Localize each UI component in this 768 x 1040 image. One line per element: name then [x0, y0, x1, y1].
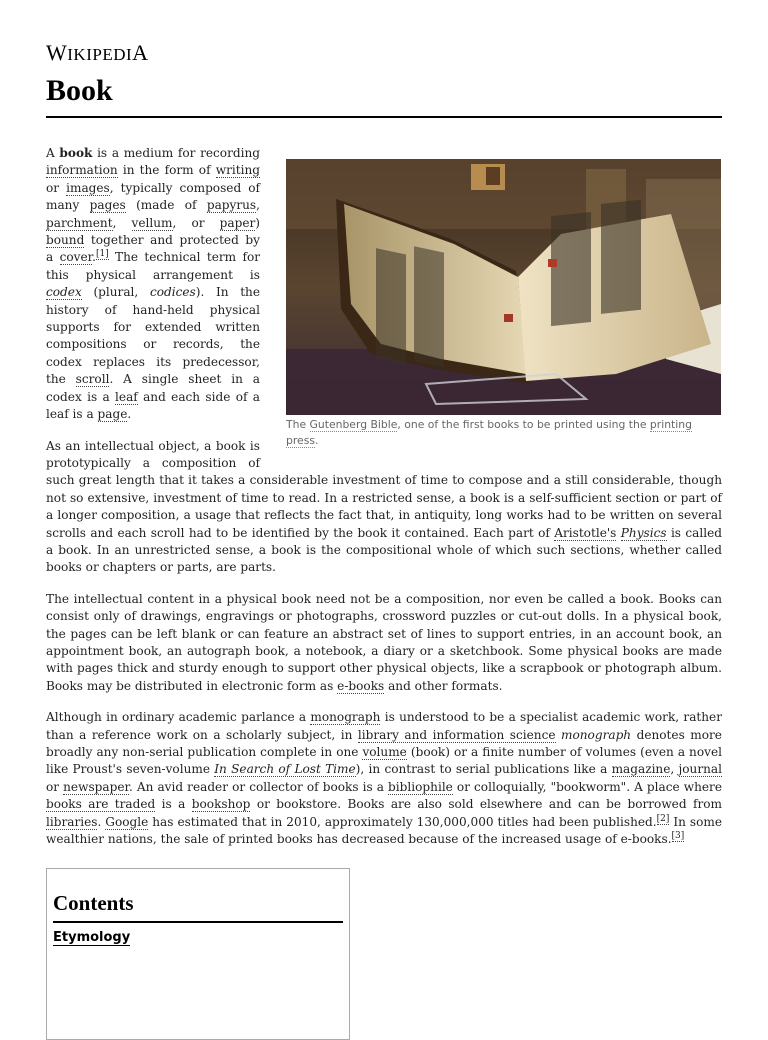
link-parchment[interactable]: parchment — [46, 215, 113, 230]
page-title: Book — [46, 74, 113, 107]
term-codices: codices — [149, 285, 196, 300]
link-printing-press[interactable]: printing press — [286, 418, 692, 447]
link-paper[interactable]: paper — [219, 215, 256, 230]
link-writing[interactable]: writing — [215, 163, 260, 178]
link-magazine[interactable]: magazine — [611, 762, 671, 777]
table-of-contents — [46, 868, 350, 1040]
article-body — [46, 145, 722, 862]
paragraph-intellectual-content: The intellectual content in a physical book need not be a composition, nor even be called a book. Books can consist only of drawings, engravings or photographs, crossword puzzles or cut-out dolls. In a physical book, the pages can be left blank or can feature an abstract set of lines to support entries, in an account book, an appointment book, an autograph book, a notebook, a diary or a sketchbook. Some physical books are made with pages thick and sturdy enough to support other physical objects, like a scrapbook or photograph album. Books may be distributed in electronic form as e-books and other formats. — [46, 591, 722, 693]
link-books-are-traded[interactable]: books are traded — [46, 797, 156, 812]
link-page[interactable]: page — [97, 407, 128, 422]
link-journal[interactable]: journal — [678, 762, 722, 777]
link-bound[interactable]: bound — [46, 233, 85, 248]
link-leaf[interactable]: leaf — [115, 389, 138, 404]
toc-title: Contents — [53, 891, 134, 915]
term-book: book — [59, 146, 93, 160]
title-divider — [46, 116, 722, 118]
link-cover[interactable]: cover — [59, 250, 93, 265]
link-codex[interactable]: codex — [46, 285, 82, 300]
link-monograph[interactable]: monograph — [310, 710, 381, 725]
link-library-information-science[interactable]: library and information science — [357, 727, 556, 742]
link-libraries[interactable]: libraries — [46, 814, 98, 829]
link-scroll[interactable]: scroll — [75, 372, 110, 387]
paragraph-monograph: Although in ordinary academic parlance a monograph is understood to be a specialist academic work, rather than a reference work on a scholarly subject, in library and information science monograph denotes more broadly any non-serial publication complete in one volume (book) or a finite number of volumes (even a novel like Proust's seven-volume In Search of Lost Time), in contrast to serial publications like a magazine, journal or newspaper. An avid reader or collector of books is a bibliophile or colloquially, "bookworm". A place where books are traded is a bookshop or bookstore. Books are also sold elsewhere and can be borrowed from libraries. Google has estimated that in 2010, approximately 130,000,000 titles had been published.[2] In some wealthier nations, the sale of printed books has decreased because of the increased usage of e-books.[3] — [46, 710, 722, 847]
link-bibliophile[interactable]: bibliophile — [388, 779, 453, 794]
link-e-books[interactable]: e-books — [337, 678, 385, 693]
link-gutenberg-bible[interactable]: Gutenberg Bible — [309, 418, 398, 431]
toc-item-etymology[interactable]: Etymology — [53, 930, 131, 945]
link-pages[interactable]: pages — [89, 198, 126, 213]
figure-caption: The Gutenberg Bible, one of the first books to be printed using the printing press. — [286, 418, 692, 447]
citation-2[interactable]: [2] — [656, 813, 670, 824]
toc-divider — [53, 921, 343, 923]
link-newspaper[interactable]: newspaper — [63, 779, 129, 794]
link-physics[interactable]: Physics — [620, 525, 667, 540]
link-bookshop[interactable]: bookshop — [191, 797, 251, 812]
paragraph-intellectual-object: As an intellectual object, a book is prototypically a composition of such great length that it takes a considerable investment of time to compose and a still considerable, though not so extensive, investment of time to read. In a restricted sense, a book is a self-sufficient section or part of a longer composition, a usage that reflects the fact that, in antiquity, long works had to be written on several scrolls and each scroll had to be identified by the book it contained. Each part of Aristotle's Physics is called a book. In an unrestricted sense, a book is the compositional whole of which such sections, whether called books or chapters or parts, are parts. — [46, 438, 722, 575]
link-images[interactable]: images — [66, 180, 110, 195]
link-volume[interactable]: volume — [362, 745, 407, 759]
gutenberg-bible-image[interactable] — [286, 159, 721, 415]
figure — [286, 159, 722, 449]
wikipedia-logo[interactable]: WIKIPEDIA — [46, 40, 149, 65]
term-monograph: monograph — [561, 727, 632, 742]
link-aristotle[interactable]: Aristotle's — [554, 525, 617, 540]
citation-3[interactable]: [3] — [671, 831, 685, 842]
link-papyrus[interactable]: papyrus — [206, 198, 257, 213]
link-vellum[interactable]: vellum — [131, 215, 173, 230]
paragraph-intro: A book is a medium for recording information in the form of writing or images, typically composed of many pages (made of papyrus, parchment, vellum, or paper) bound together and protected by a cover.[1] The technical term for this physical arrangement is codex (plural, codices). In the history of hand-held physical supports for extended written compositions or records, the codex replaces its predecessor, the scroll. A single sheet in a codex is a leaf and each side of a leaf is a page. — [46, 146, 261, 422]
link-in-search-of-lost-time[interactable]: In Search of Lost Time — [214, 762, 356, 777]
link-google[interactable]: Google — [105, 814, 149, 829]
citation-1[interactable]: [1] — [95, 249, 109, 260]
link-information[interactable]: information — [46, 163, 118, 178]
